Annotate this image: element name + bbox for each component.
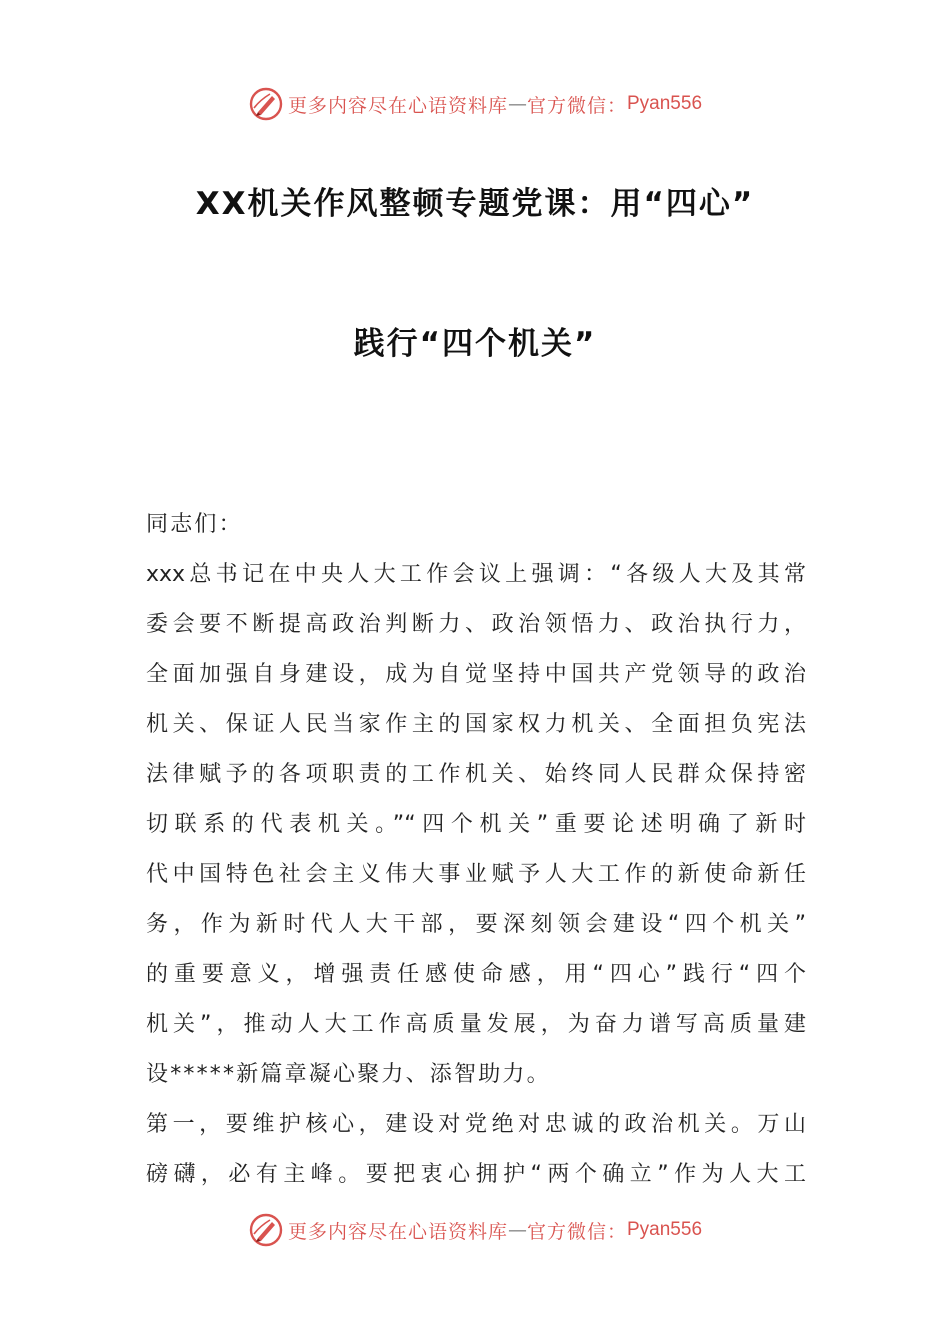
paragraph-line: 的重要意义，增强责任感使命感，用“四心”践行“四个: [146, 962, 806, 987]
paragraph-line: 机关”，推动人大工作高质量发展，为奋力谱写高质量建: [146, 1012, 806, 1037]
header-banner: [0, 84, 950, 124]
document-body: [146, 500, 806, 1200]
document-title-line-1: XX机关作风整顿专题党课：用“四心”: [195, 186, 755, 222]
paragraph-line: 切联系的代表机关。”“四个机关”重要论述明确了新时: [146, 812, 806, 837]
banner-separator: —: [507, 93, 527, 115]
banner-label: 官方微信：: [526, 94, 627, 117]
paragraph-line: 全面加强自身建设，成为自觉坚持中国共产党领导的政治: [146, 662, 806, 687]
paragraph-line: 设*****新篇章凝心聚力、添智助力。: [146, 1062, 551, 1087]
banner-label: 官方微信：: [526, 1220, 627, 1243]
paragraph-line: 第一，要维护核心，建设对党绝对忠诚的政治机关。万山: [146, 1112, 806, 1137]
paragraph-line: xxx总书记在中央人大工作会议上强调：“各级人大及其常: [146, 562, 806, 587]
paragraph-line: 委会要不断提高政治判断力、政治领悟力、政治执行力，: [146, 612, 806, 637]
banner-handle: Pyan556: [627, 1219, 703, 1240]
paragraph-line: 务，作为新时代人大干部，要深刻领会建设“四个机关”: [146, 912, 806, 937]
paragraph-line: 机关、保证人民当家作主的国家权力机关、全面担负宪法: [146, 712, 806, 737]
paragraph-line: 法律赋予的各项职责的工作机关、始终同人民群众保持密: [146, 762, 806, 787]
document-title-line-2: 践行“四个机关”: [353, 326, 597, 362]
paragraph-line: 磅礴，必有主峰。要把衷心拥护“两个确立”作为人大工: [146, 1162, 806, 1187]
pen-logo-icon: [248, 1212, 284, 1248]
banner-handle: Pyan556: [627, 93, 703, 114]
banner-brand-text: 更多内容尽在心语资料库: [287, 1220, 508, 1243]
footer-banner: [0, 1210, 950, 1250]
banner-separator: —: [507, 1219, 527, 1241]
paragraph-line: 代中国特色社会主义伟大事业赋予人大工作的新使命新任: [146, 862, 806, 887]
banner-brand-text: 更多内容尽在心语资料库: [287, 94, 508, 117]
pen-logo-icon: [248, 86, 284, 122]
greeting: 同志们：: [146, 512, 243, 537]
